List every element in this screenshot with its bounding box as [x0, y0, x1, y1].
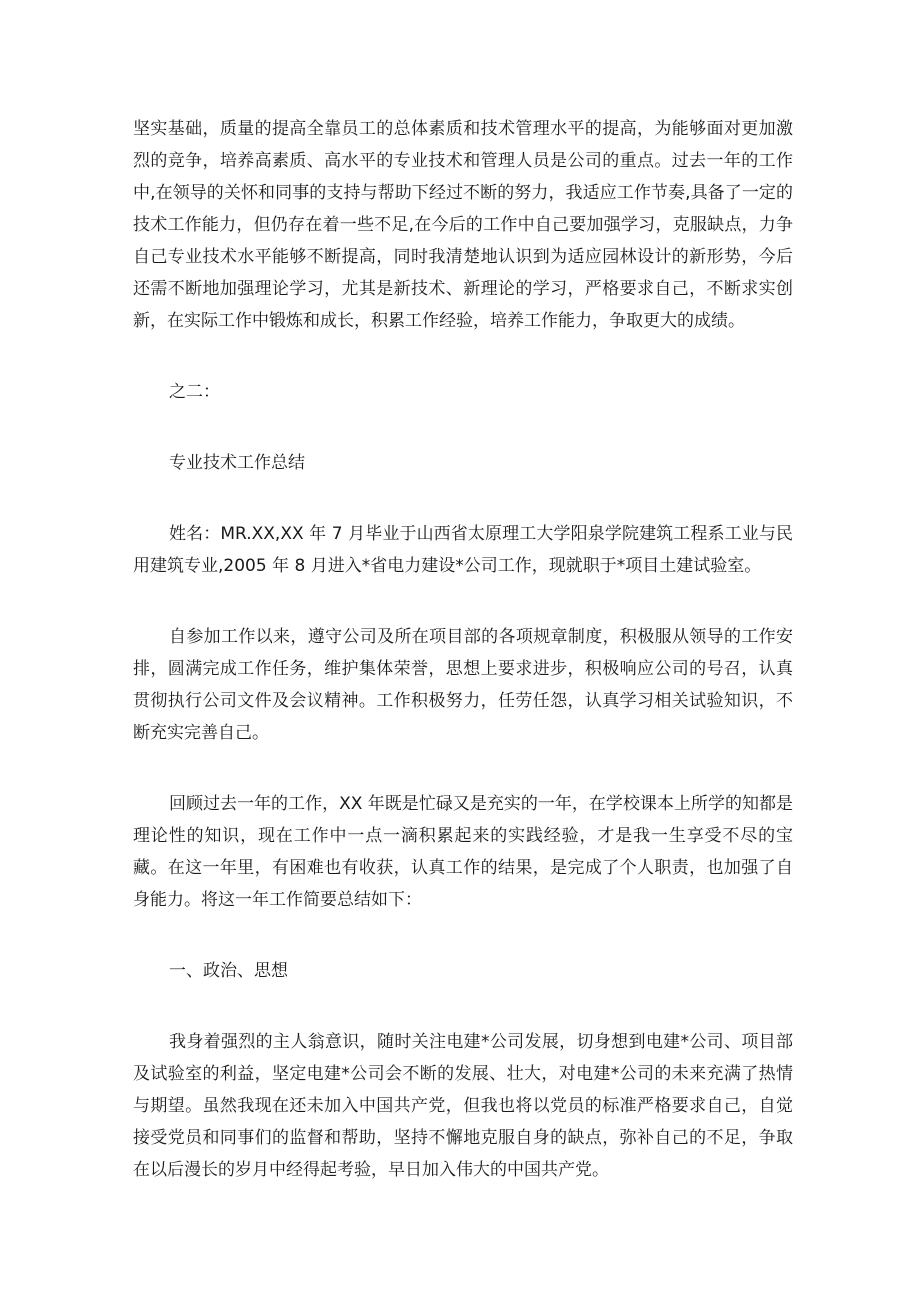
heading-politics-thought: 一、政治、思想	[169, 961, 288, 981]
paragraph-continuation: 坚实基础，质量的提高全靠员工的总体素质和技术管理水平的提高，为能够面对更加激烈的竞争，培养高素质、高水平的专业技术和管理人员是公司的重点。过去一年的工作中,在领导的关怀和同事的支持与帮助下经过不断的努力，我适应工作节奏,具备了一定的技术工作能力，但仍存在着一些不足,在今后的工作中自己要加强学习，克服缺点，力争自己专业技术水平能够不断提高，同时我清楚地认识到为适应园林设计的新形势，今后还需不断地加强理论学习，尤其是新技术、新理论的学习，严格要求自己，不断求实创新，在实际工作中锻炼和成长，积累工作经验，培养工作能力，争取更大的成绩。	[133, 119, 793, 331]
paragraph-personal-info: 姓名：MR.XX,XX 年 7 月毕业于山西省太原理工大学阳泉学院建筑工程系工业与民用建筑专业,2005 年 8 月进入*省电力建设*公司工作，现就职于*项目土建试验室。	[133, 524, 793, 576]
paragraph-review: 回顾过去一年的工作，XX 年既是忙碌又是充实的一年，在学校课本上所学的知都是理论性的知识，现在工作中一点一滴积累起来的实践经验，才是我一生享受不尽的宝藏。在这一年里，有困难也有收获，认真工作的结果，是完成了个人职责，也加强了自身能力。将这一年工作简要总结如下：	[133, 794, 793, 910]
paragraph-work-attitude: 自参加工作以来，遵守公司及所在项目部的各项规章制度，积极服从领导的工作安排，圆满完成工作任务，维护集体荣誉，思想上要求进步，积极响应公司的号召，认真贯彻执行公司文件及会议精神。工作积极努力，任劳任怨，认真学习相关试验知识，不断充实完善自己。	[133, 627, 793, 743]
document-body	[133, 113, 793, 1225]
paragraph-politics: 我身着强烈的主人翁意识，随时关注电建*公司发展，切身想到电建*公司、项目部及试验室的利益，坚定电建*公司会不断的发展、壮大，对电建*公司的未来充满了热情与期望。虽然我现在还未加入中国共产党，但我也将以党员的标准严格要求自己，自觉接受党员和同事们的监督和帮助，坚持不懈地克服自身的缺点，弥补自己的不足，争取在以后漫长的岁月中经得起考验，早日加入伟大的中国共产党。	[133, 1032, 793, 1180]
section-title: 专业技术工作总结	[169, 453, 305, 473]
section-label: 之二：	[169, 382, 220, 402]
